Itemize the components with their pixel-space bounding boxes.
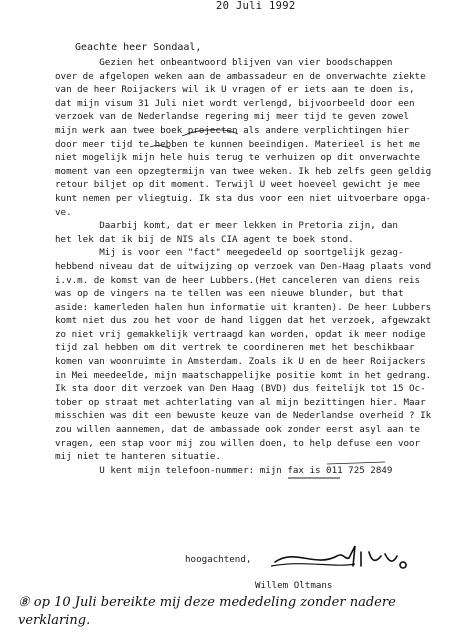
signer-name: Willem Oltmans [255, 580, 333, 591]
letter-line: mijn werk aan twee boek projecten als andere verplichtingen hier [55, 124, 410, 136]
salutation: Geachte heer Sondaal, [75, 42, 202, 53]
letter-line: misschien was dit een bewuste keuze van de Nederlandse overheid ? Ik [55, 410, 432, 422]
letter-line: tijd zal hebben om dit vertrek te coordineren met het beschikbaar [55, 342, 415, 354]
letter-line: Daarbij komt, dat er meer lekken in Pretoria zijn, dan [55, 220, 398, 232]
letter-line: over de afgelopen weken aan de ambassadeur en de onverwachte ziekte [55, 70, 426, 82]
letter-line: Gezien het onbeantwoord blijven van vier boodschappen [55, 57, 393, 68]
letter-line: zou willen aannemen, dat de ambassade ook zonder eerst asyl aan te [55, 424, 421, 436]
closing: hoogachtend, [185, 554, 252, 565]
letter-line: verzoek van de Nederlandse regering mij meer tijd te geven zowel [55, 111, 410, 123]
letter-line: komt niet dus zou het voor de hand liggen dat het verzoek, afgewzakt [55, 315, 432, 327]
letter-line: komen van woonruimte in Amsterdam. Zoals ik U en de heer Roijackers [55, 356, 426, 368]
letter-line: i.v.m. de komst van de heer Lubbers.(Het canceleren van diens reis [55, 274, 421, 286]
letter-line: Mij is voor een "fact" meegedeeld op soortgelijk gezag- [55, 247, 404, 259]
letter-line: kunt nemen per vliegtuig. Ik sta dus voor een niet uitvoerbare opga- [55, 192, 432, 204]
letter-line: hebbend niveau dat de uitwijzing op verzoek van Den-Haag plaats vond [55, 260, 432, 272]
letter-line: moment van een opzegtermijn van twee weken. Ik heb zelfs geen geldig [55, 165, 432, 177]
letter-line: het lek dat ik bij de NIS als CIA agent te boek stond. [55, 233, 354, 245]
letter-line: niet mogelijk mijn hele huis terug te verhuizen op dit onverwachte [55, 152, 421, 164]
letter-line: vragen, een stap voor mij zou willen doen, to help defuse een voor [55, 437, 421, 449]
letter-date: 20 Juli 1992 [216, 0, 296, 12]
letter-line: was op de vingers na te tellen was een nieuwe blunder, but that [55, 288, 404, 300]
letter-line: in Mei meedeelde, mijn maatschappelijke positie komt in het gedrang. [55, 369, 432, 381]
signature [265, 538, 415, 574]
letter-line: retour biljet op dit moment. Terwijl U weet hoeveel gewicht je mee [55, 179, 421, 191]
letter-line: van de heer Roijackers wil ik U vragen of er iets aan te doen is, [55, 84, 415, 96]
letter-line: mij niet te hanteren situatie. [55, 451, 221, 463]
letter-line: Ik sta door dit verzoek van Den Haag (BVD) dus feitelijk tot 15 Oc- [55, 383, 426, 395]
letter-line: tober op straat met achterlating van al mijn bezittingen hier. Maar [55, 396, 426, 408]
handwritten-annotation: ⑧ op 10 Juli bereikte mij deze mededeling zonder nadere verklaring. [18, 595, 396, 628]
letter-line: aside: kamerleden halen hun informatie uit kranten). De heer Lubbers [55, 301, 432, 313]
letter-line: zo niet vrij gemakkelijk vertraagd kan worden, opdat ik meer nodige [55, 328, 426, 340]
letter-line: U kent mijn telefoon-nummer: mijn fax is 011 725 2849 [55, 464, 393, 476]
letter-line: ve. [55, 206, 72, 218]
letter-line: dat mijn visum 31 Juli niet wordt verlengd, bijvoorbeeld door een [55, 97, 415, 109]
letter-body [55, 56, 449, 477]
letter-line: door meer tijd te hebben te kunnen beeindigen. Materieel is het me [55, 138, 421, 150]
